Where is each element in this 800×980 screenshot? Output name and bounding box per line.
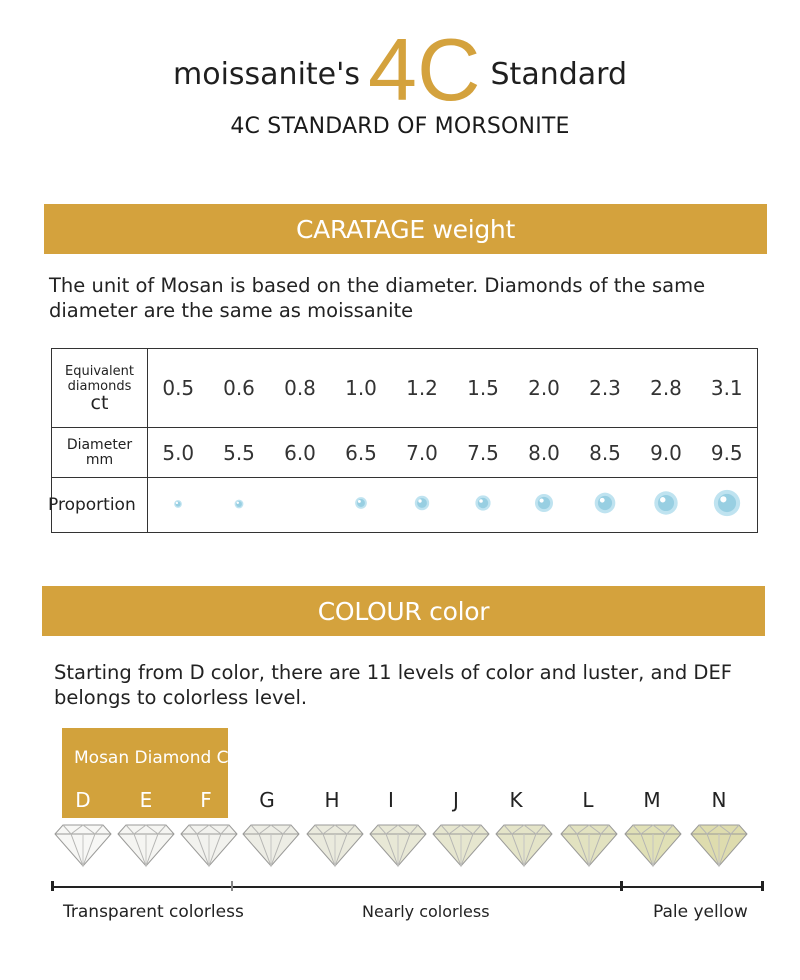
grade-h: H: [324, 788, 340, 812]
diamond-sparkle-icon: [170, 496, 186, 512]
row-label-carat-line2: diamonds: [67, 379, 132, 395]
table-cell: 7.0: [392, 428, 453, 478]
table-cell: 0.8: [270, 349, 331, 428]
carat-table: [48, 348, 758, 533]
scale-tick: [620, 881, 623, 891]
colorless-grade-label: Mosan Diamond Color: [74, 748, 262, 768]
row-label-diameter-line1: Diameter: [66, 436, 133, 453]
diamond-sparkle-icon: [352, 494, 370, 512]
grade-n: N: [711, 788, 727, 812]
grade-i: I: [388, 788, 394, 812]
diamond-h-icon: [303, 820, 367, 868]
diamond-m-icon: [621, 820, 685, 868]
table-cell: 5.5: [209, 428, 270, 478]
diamond-l-icon: [557, 820, 621, 868]
colour-description: Starting from D color, there are 11 levels of color and luster, and DEF belongs to colorless level.: [54, 661, 732, 709]
table-row-diameter: [52, 428, 758, 478]
grade-j: J: [453, 788, 459, 812]
diamond-sparkle-icon: [533, 492, 555, 514]
page-subtitle: 4C STANDARD OF MORSONITE: [230, 114, 570, 139]
row-label-proportion-text: Proportion: [48, 494, 136, 515]
table-cell: 6.0: [270, 428, 331, 478]
table-row-proportion: [52, 478, 758, 533]
table-cell: 1.2: [392, 349, 453, 428]
grade-m: M: [643, 788, 661, 812]
table-cell: 7.5: [453, 428, 514, 478]
scale-label-nearly-colorless: Nearly colorless: [362, 902, 490, 921]
table-cell: 8.0: [514, 428, 575, 478]
grade-f: F: [200, 788, 212, 812]
diamond-sparkle-icon: [593, 491, 617, 515]
table-row-carat: [52, 349, 758, 428]
table-cell: 2.8: [636, 349, 697, 428]
colour-section-header: [42, 586, 765, 636]
colour-section-title: COLOUR color: [317, 596, 490, 626]
row-label-diameter: [52, 428, 148, 478]
table-cell: 0.5: [148, 349, 209, 428]
diamond-sparkle-icon: [231, 496, 247, 512]
scale-tick: [231, 881, 233, 891]
title-suffix: Standard: [490, 57, 627, 92]
row-label-carat: [52, 349, 148, 428]
table-cell: 1.5: [453, 349, 514, 428]
carat-section-header: [44, 204, 767, 254]
diamond-e-icon: [114, 820, 178, 868]
grade-g: G: [259, 788, 275, 812]
diamond-sparkle-icon: [713, 489, 741, 517]
table-cell: 9.5: [697, 428, 758, 478]
scale-label-colorless: Transparent colorless: [63, 902, 244, 922]
colour-scale-line: [52, 886, 764, 888]
scale-tick: [51, 881, 54, 891]
diamond-sparkle-icon: [473, 493, 493, 513]
diamond-d-icon: [51, 820, 115, 868]
diamond-n-icon: [687, 820, 751, 868]
grade-d: D: [75, 788, 91, 812]
diamond-j-icon: [429, 820, 493, 868]
table-cell: 3.1: [697, 349, 758, 428]
title-4c: 4C: [368, 20, 481, 119]
scale-tick: [761, 881, 764, 891]
title-prefix: moissanite's: [173, 57, 361, 92]
row-label-diameter-line2: mm: [85, 451, 114, 468]
diamond-f-icon: [177, 820, 241, 868]
diamond-sparkle-icon: [653, 490, 679, 516]
table-cell: 9.0: [636, 428, 697, 478]
diamond-sparkle-icon: [412, 493, 432, 513]
row-label-proportion: [48, 478, 148, 533]
table-cell: 1.0: [331, 349, 392, 428]
table-cell: 8.5: [575, 428, 636, 478]
table-cell: 2.3: [575, 349, 636, 428]
row-label-carat-unit: ct: [90, 392, 109, 415]
page-title: [0, 14, 800, 119]
row-label-carat-line1: Equivalent: [65, 364, 134, 380]
scale-label-pale-yellow: Pale yellow: [653, 902, 748, 922]
table-cell: 2.0: [514, 349, 575, 428]
grade-e: E: [139, 788, 153, 812]
table-cell: 6.5: [331, 428, 392, 478]
carat-section-title: CARATAGE weight: [296, 214, 515, 244]
diamond-g-icon: [239, 820, 303, 868]
grade-k: K: [509, 788, 523, 812]
table-cell: 0.6: [209, 349, 270, 428]
table-cell: 5.0: [148, 428, 209, 478]
diamond-k-icon: [492, 820, 556, 868]
diamond-i-icon: [366, 820, 430, 868]
grade-l: L: [582, 788, 594, 812]
carat-description: The unit of Mosan is based on the diameter. Diamonds of the same diameter are the same as moissanite: [49, 274, 706, 322]
